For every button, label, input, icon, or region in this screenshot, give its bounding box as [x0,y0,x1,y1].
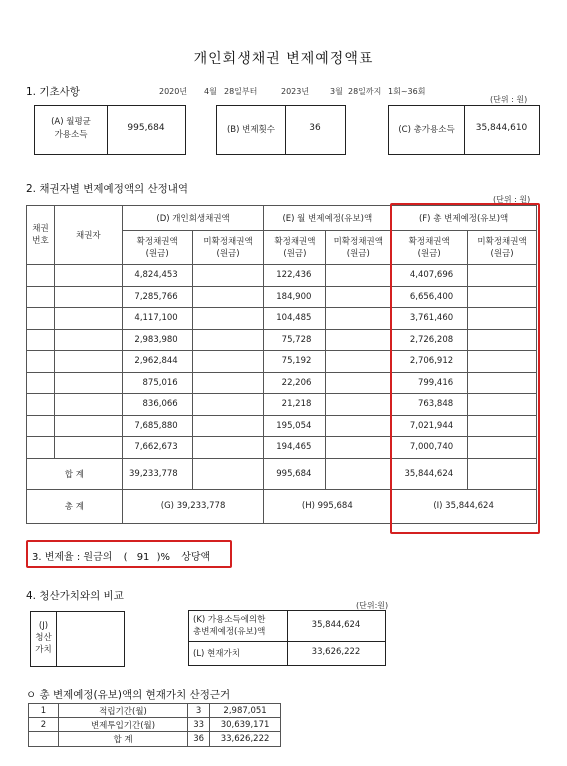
total-i: (I) 35,844,624 [391,489,537,523]
a-label-1: (A) 월평균 [51,117,91,127]
c-value: 35,844,610 [475,123,528,133]
row-e: 75,192 [264,351,326,373]
row-d-unconfirmed [192,437,264,459]
ratio-open: ( [123,552,128,563]
sub-header-unconfirmed: 미확정채권액 (원금) [468,231,537,265]
pv-no: 2 [29,718,59,732]
sub-header-confirmed: 확정채권액 (원금) [264,231,326,265]
col-header-name: 채권자 [54,206,122,265]
row-name [54,308,122,330]
row-e-unconfirmed [326,437,391,459]
b-value: 36 [309,123,321,133]
row-e: 22,206 [264,372,326,394]
to-year: 2023년 [281,87,310,96]
section-basic-heading: 1. 기초사항 [26,86,80,98]
row-e-unconfirmed [326,351,391,373]
box-a [34,105,186,155]
row-e-unconfirmed [326,372,391,394]
row-e-unconfirmed [326,265,391,287]
row-d: 2,983,980 [122,329,192,351]
pv-table [28,703,281,747]
pv-no: 1 [29,704,59,718]
row-d: 875,016 [122,372,192,394]
total-g: (G) 39,233,778 [122,489,264,523]
row-name [54,437,122,459]
row-d-unconfirmed [192,394,264,416]
k-label-2: 총변제예정(유보)액 [193,627,266,637]
row-e: 122,436 [264,265,326,287]
b-label: (B) 변제횟수 [226,125,275,135]
row-f: 799,416 [391,372,468,394]
row-e-unconfirmed [326,286,391,308]
row-no [27,351,55,373]
row-f: 4,407,696 [391,265,468,287]
row-d: 4,824,453 [122,265,192,287]
row-e: 21,218 [264,394,326,416]
box-c [388,105,540,155]
row-e-unconfirmed [326,394,391,416]
section-pv-heading: ㅇ 총 변제예정(유보)액의 현재가치 산정근거 [26,689,231,701]
col-header-d: (D) 개인회생채권액 [122,206,264,231]
row-d-unconfirmed [192,265,264,287]
row-no [27,265,55,287]
ratio-value: 91 [136,552,150,563]
row-name [54,394,122,416]
sub-header-unconfirmed: 미확정채권액 (원금) [326,231,391,265]
row-e: 75,728 [264,329,326,351]
to-month: 3월 [330,87,343,96]
row-f: 2,726,208 [391,329,468,351]
row-d: 2,962,844 [122,351,192,373]
row-e-unconfirmed [326,329,391,351]
box-b [216,105,346,155]
row-d: 7,285,766 [122,286,192,308]
row-e: 104,485 [264,308,326,330]
row-name [54,286,122,308]
l-label: (L) 현재가치 [193,649,240,659]
subtotal-label: 합 계 [27,458,123,489]
ratio-suffix: 상당액 [181,552,211,563]
sub-header-unconfirmed: 미확정채권액 (원금) [192,231,264,265]
pv-row [29,718,281,732]
row-name [54,329,122,351]
row-d: 7,662,673 [122,437,192,459]
row-f: 7,000,740 [391,437,468,459]
creditors-unit: (단위 : 원) [493,195,531,204]
k-label-1: (K) 가용소득에의한 [193,615,266,625]
pv-label: 변제투입기간(월) [58,718,187,732]
row-no [27,437,55,459]
pv-value: 2,987,051 [210,704,281,718]
row-f: 763,848 [391,394,468,416]
subtotal-e: 995,684 [264,458,326,489]
box-j [30,611,125,667]
sub-header-confirmed: 확정채권액 (원금) [391,231,468,265]
pv-total-value: 33,626,222 [210,732,281,747]
subtotal-d: 39,233,778 [122,458,192,489]
col-header-e: (E) 월 변제예정(유보)액 [264,206,391,231]
row-d: 4,117,100 [122,308,192,330]
row-no [27,394,55,416]
row-f: 7,021,944 [391,415,468,437]
row-no [27,286,55,308]
ratio-close: )% [156,552,171,563]
pv-months: 3 [188,704,210,718]
pv-total-label: 합 계 [58,732,187,747]
a-label-2: 가용소득 [54,130,88,140]
row-d-unconfirmed [192,415,264,437]
pv-value: 30,639,171 [210,718,281,732]
row-d-unconfirmed [192,308,264,330]
row-f: 3,761,460 [391,308,468,330]
section-compare-heading: 4. 청산가치와의 비교 [26,590,124,602]
box-kl [188,610,386,666]
from-month: 4월 [204,87,217,96]
compare-unit: (단위:원) [356,601,389,610]
row-d-unconfirmed [192,286,264,308]
highlight-f-column [390,203,540,534]
row-d-unconfirmed [192,329,264,351]
pv-total-months: 36 [188,732,210,747]
l-value: 33,626,222 [311,647,361,657]
a-value: 995,684 [127,123,165,133]
page-title: 개인회생채권 변제예정액표 [193,51,374,67]
row-d: 836,066 [122,394,192,416]
pv-row [29,704,281,718]
row-d-unconfirmed [192,351,264,373]
basic-unit: (단위 : 원) [490,95,528,104]
rounds: 1회~36회 [388,87,426,96]
row-no [27,308,55,330]
total-h: (H) 995,684 [264,489,391,523]
pv-months: 33 [188,718,210,732]
ratio-line [32,548,210,563]
from-year: 2020년 [159,87,188,96]
row-no [27,372,55,394]
row-f: 6,656,400 [391,286,468,308]
j-label-1: (J) [38,621,49,631]
ratio-label: 3. 변제율 : 원금의 [32,552,113,563]
row-no [27,415,55,437]
from-day: 28일부터 [224,87,258,96]
row-d: 7,685,880 [122,415,192,437]
pv-label: 적립기간(월) [58,704,187,718]
row-e: 184,900 [264,286,326,308]
row-name [54,265,122,287]
j-label-2: 청산 [35,633,52,643]
j-label-3: 가치 [35,645,52,655]
row-f: 2,706,912 [391,351,468,373]
row-e: 194,465 [264,437,326,459]
row-no [27,329,55,351]
k-value: 35,844,624 [311,620,361,630]
row-e-unconfirmed [326,415,391,437]
col-header-f: (F) 총 변제예정(유보)액 [391,206,537,231]
sub-header-confirmed: 확정채권액 (원금) [122,231,192,265]
c-label: (C) 총가용소득 [398,125,455,135]
total-label: 총 계 [27,489,123,523]
section-creditors-heading: 2. 채권자별 변제예정액의 산정내역 [26,183,189,195]
subtotal-f: 35,844,624 [391,458,468,489]
to-day: 28일까지 [348,87,382,96]
row-e-unconfirmed [326,308,391,330]
row-name [54,372,122,394]
row-e: 195,054 [264,415,326,437]
row-name [54,351,122,373]
row-d-unconfirmed [192,372,264,394]
col-header-no: 채권 번호 [27,206,55,265]
row-name [54,415,122,437]
